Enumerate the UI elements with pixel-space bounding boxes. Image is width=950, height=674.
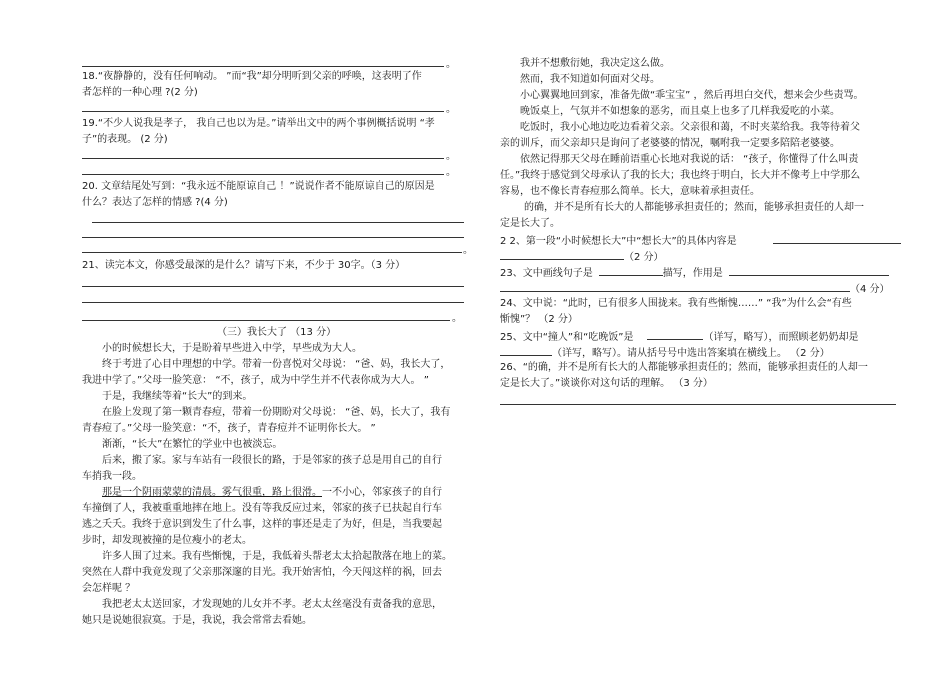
passage-paragraph: 青春痘了。”父母一脸笑意：“不，孩子，青春痘并不证明你长大。 ” [82, 423, 376, 434]
question-24-line2: 惭愧”？ （2 分） [500, 314, 578, 325]
passage-paragraph: 吃饭时，我小心地边吃边看着父亲。父亲很和蔼，不时夹菜给我。我等待着父 [520, 122, 860, 133]
question-26-line2: 定是长大了。”谈谈你对这句话的理解。 （3 分） [500, 378, 713, 389]
question-21-line1: 21、读完本文，你感受最深的是什么？请写下来，不少于 30字。（3 分） [82, 260, 406, 271]
answer-line [82, 302, 464, 303]
question-20-line2: 什么？表达了怎样的情感 ?(4 分) [82, 197, 228, 208]
passage-paragraph: 渐渐，“长大”在繁忙的学业中也被淡忘。 [102, 439, 283, 450]
underlined-sentence: 那是一个阴雨蒙蒙的清晨。雾气很重，路上很滑。 [102, 487, 322, 498]
question-19-line1: 19.“不少人说我是孝子， 我自己也以为是。”请举出文中的两个事例概括说明 “孝 [82, 118, 435, 129]
passage-paragraph: 会怎样呢 ？ [82, 583, 136, 594]
answer-line [500, 404, 896, 405]
question-23-line1 [500, 264, 898, 282]
answer-line [82, 111, 444, 112]
passage-paragraph: 的确，并不是所有长大的人都能够承担责任的；然而，能够承担责任的人却一 [524, 202, 864, 213]
answer-line [82, 66, 444, 67]
question-22-line1 [500, 232, 898, 250]
answer-blank[interactable] [729, 264, 889, 276]
answer-blank[interactable] [599, 264, 663, 276]
question-23-score: （4 分） [850, 284, 890, 295]
answer-line [92, 222, 464, 223]
passage-paragraph [102, 485, 474, 501]
passage-paragraph: 我进中学了。”父母一脸笑意： “不，孩子，成为中学生并不代表你成为大人。 ” [82, 375, 429, 386]
passage-paragraph: 小的时候想长大，于是盼着早些进入中学，早些成为大人。 [102, 343, 362, 354]
passage-paragraph: 依然记得那天父母在睡前语重心长地对我说的话： “孩子，你懂得了什么叫责 [520, 154, 859, 165]
passage-paragraph: 定是长大了。 [500, 218, 560, 229]
passage-paragraph: 亲的训斥，而父亲却只是询问了老婆婆的情况，嘱咐我一定要多陪陪老婆婆。 [500, 138, 840, 149]
period: 。 [446, 167, 456, 178]
passage-paragraph: 晚饭桌上，气氛并不如想象的恶劣，而且桌上也多了几样我爱吃的小菜。 [520, 106, 840, 117]
period: 。 [446, 151, 456, 162]
question-19-line2: 子”的表现。 (2 分) [82, 134, 168, 145]
question-23-text: 描写，作用是 [662, 268, 723, 279]
question-18-line1: 18.“夜静静的，没有任何响动。 ”而“我”却分明听到父亲的呼唤，这表明了作 [82, 71, 422, 82]
answer-blank[interactable] [500, 344, 552, 356]
question-22-text: 2 2、第一段“小时候想长大”中“想长大”的具体内容是 [500, 236, 737, 247]
answer-line [82, 174, 444, 175]
passage-paragraph: 后来，搬了家。家与车站有一段很长的路，于是邻家的孩子总是用自己的自行 [102, 455, 442, 466]
period: 。 [446, 104, 456, 115]
question-26-line1: 26、“的确，并不是所有长大的人都能够承担责任的；然而，能够承担责任的人却一 [500, 362, 868, 373]
passage-paragraph: 突然在人群中我竟发现了父亲那深邃的目光。我开始害怕，今天闯这样的祸，回去 [82, 567, 442, 578]
answer-blank[interactable] [773, 232, 901, 244]
passage-paragraph: 车撞倒了人，我被重重地摔在地上。没有等我反应过来，邻家的孩子已扶起自行车 [82, 503, 442, 514]
period: 。 [463, 245, 473, 256]
question-25-line1 [500, 328, 898, 346]
passage-paragraph: 我并不想敷衍她，我决定这么做。 [520, 58, 670, 69]
question-25-line2 [500, 344, 898, 362]
question-20-line1: 20. 文章结尾处写到：“我永远不能原谅自己 ！”说说作者不能原谅自己的原因是 [82, 181, 435, 192]
question-23-line2 [500, 280, 898, 298]
question-18-line2: 者怎样的一种心理 ?(2 分) [82, 87, 198, 98]
passage-paragraph: 容易，也不像长青春痘那么简单。长大，意味着承担责任。 [500, 186, 760, 197]
passage-paragraph: 车捎我一段。 [82, 471, 142, 482]
question-25-text: 25、文中“撞人”和“吃晚饭”是 [500, 332, 634, 343]
answer-line [82, 320, 450, 321]
passage-paragraph: 我把老太太送回家，才发现她的儿女并不孝。老太太丝毫没有责备我的意思， [102, 599, 442, 610]
question-22-score: （2 分） [624, 252, 664, 263]
passage-paragraph: 步时，却发现被撞的是位瘦小的老太。 [82, 535, 252, 546]
answer-blank[interactable] [500, 248, 624, 260]
answer-line [82, 252, 462, 253]
section-title: （三）我长大了 （13 分） [217, 327, 337, 338]
passage-paragraph: 在脸上发现了第一颗青春痘，带着一份期盼对父母说： “爸、妈，长大了，我有 [102, 407, 451, 418]
passage-paragraph: 小心翼翼地回到家，准备先做“乖宝宝” ，然后再坦白交代，想来会少些责骂。 [520, 90, 864, 101]
answer-line [82, 286, 464, 287]
passage-paragraph: 然而，我不知道如何面对父母。 [520, 74, 660, 85]
question-24-line1: 24、文中说：“此时，已有很多人围拢来。我有些惭愧……” “我”为什么会“有些 [500, 298, 852, 309]
sentence-rest: 一不小心，邻家孩子的自行 [322, 487, 442, 498]
answer-line [82, 237, 464, 238]
answer-blank[interactable] [500, 280, 850, 292]
question-23-text: 23、文中画线句子是 [500, 268, 593, 279]
passage-paragraph: 任。”我终于感觉到父母承认了我的长大；我也终于明白，长大并不像考上中学那么 [500, 170, 861, 181]
passage-paragraph: 许多人围了过来。我有些惭愧，于是，我低着头帮老太太拾起散落在地上的菜。 [102, 551, 452, 562]
period: 。 [452, 313, 462, 324]
question-22-line2 [500, 248, 898, 266]
question-25-text: （详写，略写），而照顾老奶奶却是 [703, 332, 859, 343]
passage-paragraph: 逃之夭夭。我终于意识到发生了什么事，这样的事还是走了为好，但是，当我要起 [82, 519, 442, 530]
passage-paragraph: 于是，我继续等着“长大”的到来。 [102, 391, 253, 402]
passage-paragraph: 她只是说她很寂寞。于是，我说，我会常常去看她。 [82, 615, 312, 626]
answer-line [82, 158, 444, 159]
answer-blank[interactable] [647, 328, 703, 340]
passage-paragraph: 终于考进了心目中理想的中学。带着一份喜悦对父母说： “爸、妈，我长大了， [102, 359, 451, 370]
period: 。 [446, 59, 456, 70]
question-25-text: （详写，略写）。请从括号号中选出答案填在横线上。 （2 分） [552, 348, 830, 359]
